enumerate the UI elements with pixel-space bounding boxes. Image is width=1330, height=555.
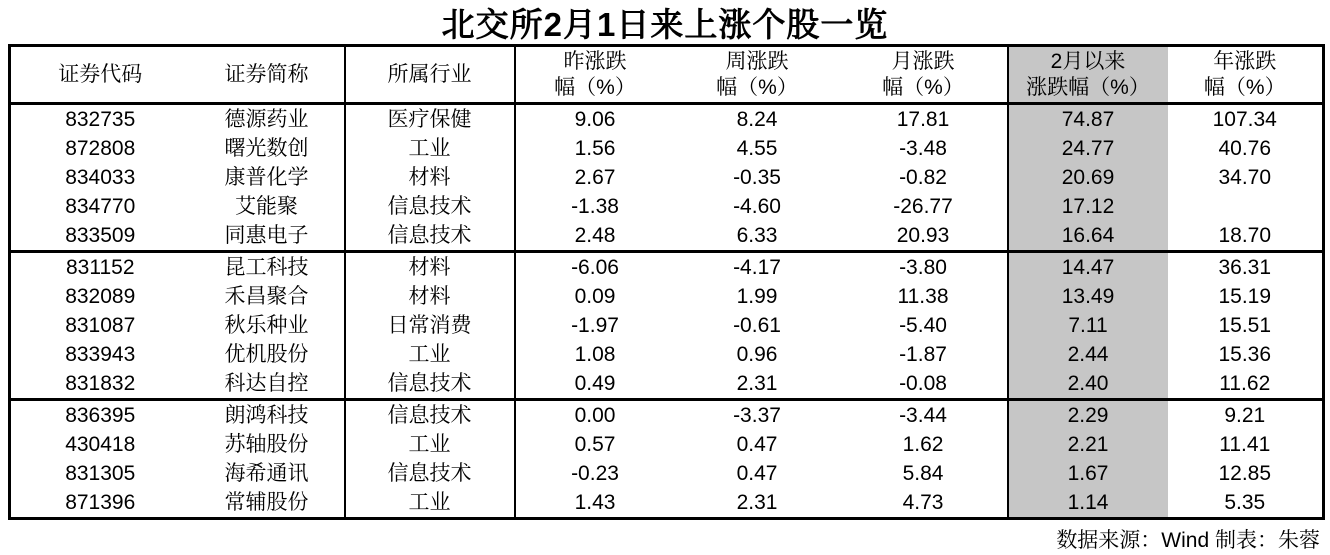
body-cell: 医疗保健 <box>345 104 515 135</box>
body-cell: 苏轴股份 <box>190 430 345 459</box>
body-cell: -4.60 <box>733 195 781 218</box>
header-cell: 证券代码 <box>10 46 190 104</box>
body-cell: 5.35 <box>1224 491 1266 514</box>
body-cell: 1.62 <box>840 430 1008 459</box>
body-cell: -3.48 <box>840 134 1008 163</box>
body-cell: 曙光数创 <box>190 134 345 163</box>
body-cell: 834033 <box>65 166 136 189</box>
table-row <box>10 134 1324 163</box>
body-cell: 康普化学 <box>190 163 345 192</box>
page-title: 北交所2月1日来上涨个股一览 <box>441 6 889 43</box>
body-cell: 24.77 <box>1008 134 1168 163</box>
body-cell: 7.11 <box>1008 311 1168 340</box>
body-cell: 12.85 <box>1218 462 1272 485</box>
body-cell: 36.31 <box>1168 252 1324 283</box>
body-cell: 昆工科技 <box>190 252 345 283</box>
table-row <box>10 192 1324 221</box>
body-cell: 材料 <box>345 163 515 192</box>
body-cell: 海希通讯 <box>190 459 345 488</box>
body-cell: 1.14 <box>1008 488 1168 519</box>
body-cell: 同惠电子 <box>190 221 345 252</box>
body-cell: 871396 <box>65 491 136 514</box>
table-body <box>10 104 1324 519</box>
body-cell: -1.97 <box>571 314 619 337</box>
body-cell: 朗鸿科技 <box>190 400 345 431</box>
table-header <box>10 46 1324 104</box>
body-cell <box>1168 192 1324 221</box>
body-cell: 2.67 <box>574 166 616 189</box>
body-cell: 11.62 <box>1219 372 1271 395</box>
header-cell: 昨涨跌 幅（%） <box>515 46 675 104</box>
body-cell: 11.38 <box>840 282 1008 311</box>
body-cell: 34.70 <box>1218 166 1272 189</box>
body-cell: 17.12 <box>1008 192 1168 221</box>
table-row <box>10 400 1324 431</box>
stocks-table <box>8 44 1325 520</box>
body-cell: 831832 <box>65 372 136 395</box>
source-credit-note: 数据来源：Wind 制表：朱蓉 <box>1056 529 1320 552</box>
body-cell: 秋乐种业 <box>190 311 345 340</box>
body-cell: 872808 <box>65 137 136 160</box>
body-cell: 833943 <box>65 343 136 366</box>
body-cell: 工业 <box>345 488 515 519</box>
body-cell: 2.31 <box>736 372 778 395</box>
body-cell: 20.69 <box>1008 163 1168 192</box>
body-cell: 16.64 <box>1008 221 1168 252</box>
table-row <box>10 252 1324 283</box>
body-cell: -4.17 <box>675 252 840 283</box>
body-cell: 0.09 <box>574 285 616 308</box>
body-cell: -0.61 <box>733 314 781 337</box>
header-row <box>10 46 1324 104</box>
body-cell: 艾能聚 <box>190 192 345 221</box>
body-cell: 13.49 <box>1008 282 1168 311</box>
table-row <box>10 311 1324 340</box>
table-row <box>10 163 1324 192</box>
header-cell: 2月以来 涨跌幅（%） <box>1008 46 1168 104</box>
body-cell: 优机股份 <box>190 340 345 369</box>
body-cell: 40.76 <box>1218 137 1272 160</box>
body-cell: 832089 <box>65 285 136 308</box>
table-row <box>10 459 1324 488</box>
table-row <box>10 369 1324 400</box>
body-cell: -26.77 <box>840 192 1008 221</box>
body-cell: 15.19 <box>1218 285 1272 308</box>
body-cell: 1.99 <box>736 285 778 308</box>
body-cell: 6.33 <box>736 224 778 247</box>
body-cell: 信息技术 <box>345 369 515 400</box>
body-cell: 常辅股份 <box>190 488 345 519</box>
body-cell: 0.47 <box>736 433 778 456</box>
body-cell: 0.57 <box>574 433 616 456</box>
body-cell: 831305 <box>65 462 136 485</box>
body-cell: -3.37 <box>675 400 840 431</box>
body-cell: 2.21 <box>1008 430 1168 459</box>
body-cell: 20.93 <box>840 221 1008 252</box>
body-cell: 1.67 <box>1008 459 1168 488</box>
body-cell: 4.55 <box>736 137 778 160</box>
header-cell: 周涨跌 幅（%） <box>675 46 840 104</box>
body-cell: 430418 <box>65 433 136 456</box>
body-cell: 工业 <box>345 134 515 163</box>
body-cell: 信息技术 <box>345 459 515 488</box>
body-cell: 9.21 <box>1168 400 1324 431</box>
body-cell: 15.51 <box>1218 314 1272 337</box>
table-row <box>10 104 1324 135</box>
body-cell: 工业 <box>345 430 515 459</box>
body-cell: -3.80 <box>840 252 1008 283</box>
body-cell: 0.00 <box>515 400 675 431</box>
table-row <box>10 221 1324 252</box>
body-cell: 信息技术 <box>345 221 515 252</box>
body-cell: 107.34 <box>1212 108 1277 131</box>
body-cell: 9.06 <box>574 108 616 131</box>
body-cell: 1.08 <box>574 343 616 366</box>
table-row <box>10 430 1324 459</box>
body-cell: 2.40 <box>1008 369 1168 400</box>
header-cell: 证券简称 <box>190 46 345 104</box>
body-cell: 2.48 <box>574 224 616 247</box>
body-cell: 德源药业 <box>190 104 345 135</box>
table-row <box>10 282 1324 311</box>
body-cell: 831087 <box>65 314 136 337</box>
body-cell: 4.73 <box>840 488 1008 519</box>
body-cell: 工业 <box>345 340 515 369</box>
body-cell: 15.36 <box>1218 343 1272 366</box>
body-cell: -0.35 <box>733 166 781 189</box>
body-cell: 18.70 <box>1218 224 1272 247</box>
body-cell: 832735 <box>65 108 136 131</box>
header-cell: 月涨跌 幅（%） <box>840 46 1008 104</box>
body-cell: 材料 <box>345 252 515 283</box>
body-cell: 836395 <box>10 400 190 431</box>
body-cell: -1.38 <box>571 195 619 218</box>
body-cell: 8.24 <box>736 108 778 131</box>
body-cell: 2.44 <box>1008 340 1168 369</box>
body-cell: -0.08 <box>840 369 1008 400</box>
body-cell: -0.82 <box>840 163 1008 192</box>
body-cell: -5.40 <box>840 311 1008 340</box>
body-cell: -0.23 <box>571 462 619 485</box>
body-cell: -1.87 <box>840 340 1008 369</box>
body-cell: 5.84 <box>840 459 1008 488</box>
body-cell: 17.81 <box>840 104 1008 135</box>
body-cell: 2.31 <box>736 491 778 514</box>
body-cell: 日常消费 <box>345 311 515 340</box>
body-cell: 74.87 <box>1008 104 1168 135</box>
header-cell: 年涨跌 幅（%） <box>1168 46 1324 104</box>
body-cell: 831152 <box>10 252 190 283</box>
body-cell: 1.56 <box>574 137 616 160</box>
header-cell: 所属行业 <box>345 46 515 104</box>
table-row <box>10 488 1324 519</box>
body-cell: 0.96 <box>736 343 778 366</box>
table-row <box>10 340 1324 369</box>
body-cell: 11.41 <box>1219 433 1271 456</box>
body-cell: 833509 <box>65 224 136 247</box>
body-cell: 信息技术 <box>345 400 515 431</box>
body-cell: 834770 <box>65 195 136 218</box>
body-cell: 信息技术 <box>345 192 515 221</box>
body-cell: 禾昌聚合 <box>190 282 345 311</box>
body-cell: -6.06 <box>515 252 675 283</box>
body-cell: 材料 <box>345 282 515 311</box>
body-cell: 0.49 <box>574 372 616 395</box>
body-cell: 0.47 <box>736 462 778 485</box>
body-cell: 1.43 <box>574 491 616 514</box>
body-cell: -3.44 <box>840 400 1008 431</box>
body-cell: 14.47 <box>1008 252 1168 283</box>
body-cell: 科达自控 <box>190 369 345 400</box>
body-cell: 2.29 <box>1008 400 1168 431</box>
